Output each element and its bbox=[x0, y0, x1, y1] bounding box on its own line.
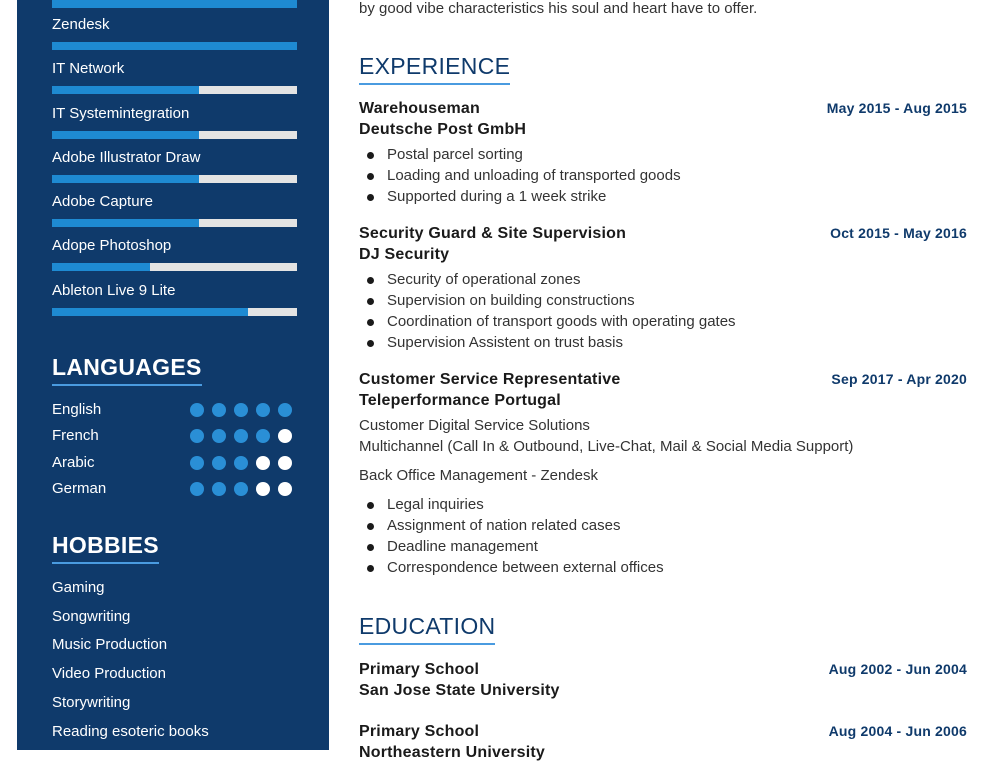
language-label: French bbox=[52, 427, 99, 444]
job-bullet: Coordination of transport goods with operating gates bbox=[387, 313, 736, 330]
skill-item bbox=[52, 60, 297, 78]
hobby-item: Reading esoteric books bbox=[52, 723, 209, 740]
skill-label: Ableton Live 9 Lite bbox=[52, 282, 176, 299]
rating-dot-filled bbox=[256, 403, 270, 417]
education-heading: EDUCATION bbox=[359, 612, 495, 645]
main-content bbox=[359, 0, 967, 761]
education-school: Primary School bbox=[359, 661, 480, 678]
rating-dot-filled bbox=[190, 482, 204, 496]
skill-label: Zendesk bbox=[52, 16, 110, 33]
hobby-item: Video Production bbox=[52, 665, 166, 682]
job-dates: Sep 2017 - Apr 2020 bbox=[831, 371, 967, 387]
hobby-item: Songwriting bbox=[52, 608, 131, 625]
skill-label: IT Network bbox=[52, 60, 125, 77]
skill-item bbox=[52, 149, 297, 167]
rating-dot-filled bbox=[212, 482, 226, 496]
skill-bar-fill bbox=[52, 42, 297, 50]
language-label: English bbox=[52, 401, 102, 418]
language-item bbox=[52, 479, 297, 499]
rating-dot-filled bbox=[190, 403, 204, 417]
skill-bar bbox=[52, 131, 297, 139]
skill-bar-fill bbox=[52, 219, 199, 227]
rating-dot-filled bbox=[234, 482, 248, 496]
skill-item bbox=[52, 105, 297, 123]
job-description-line: Customer Digital Service Solutions bbox=[359, 417, 590, 434]
job-bullet: Postal parcel sorting bbox=[387, 146, 523, 163]
education-dates: Aug 2004 - Jun 2006 bbox=[828, 723, 967, 739]
skill-bar bbox=[52, 42, 297, 50]
education-dates: Aug 2002 - Jun 2004 bbox=[828, 661, 967, 677]
job-bullet: Loading and unloading of transported goods bbox=[387, 167, 681, 184]
skill-bar-fill bbox=[52, 131, 199, 139]
skill-bar bbox=[52, 263, 297, 271]
skill-bar bbox=[52, 175, 297, 183]
languages-heading: LANGUAGES bbox=[52, 353, 202, 386]
job-bullet: Supported during a 1 week strike bbox=[387, 188, 607, 205]
sidebar bbox=[17, 0, 329, 750]
rating-dot-empty bbox=[278, 429, 292, 443]
rating-dot-filled bbox=[278, 403, 292, 417]
rating-dot-filled bbox=[212, 429, 226, 443]
rating-dot-filled bbox=[212, 403, 226, 417]
skill-item bbox=[52, 237, 297, 255]
skill-label: Adope Photoshop bbox=[52, 237, 172, 254]
skill-bar-fill bbox=[52, 263, 150, 271]
job-bullet: Supervision on building constructions bbox=[387, 292, 635, 309]
job-company: Deutsche Post GmbH bbox=[359, 121, 527, 138]
job-description-line: Multichannel (Call In & Outbound, Live-Chat, Mail & Social Media Support) bbox=[359, 438, 854, 455]
rating-dot-filled bbox=[190, 456, 204, 470]
skill-item bbox=[52, 193, 297, 211]
job-company: Teleperformance Portugal bbox=[359, 392, 561, 409]
job-bullet: Deadline management bbox=[387, 538, 538, 555]
job-bullet: Security of operational zones bbox=[387, 271, 581, 288]
rating-dot-filled bbox=[190, 429, 204, 443]
skill-label: Adobe Illustrator Draw bbox=[52, 149, 201, 166]
skill-item bbox=[52, 16, 297, 34]
job-dates: Oct 2015 - May 2016 bbox=[830, 225, 967, 241]
job-bullet: Correspondence between external offices bbox=[387, 559, 664, 576]
language-label: German bbox=[52, 480, 107, 497]
job-bullet: Supervision Assistent on trust basis bbox=[387, 334, 623, 351]
rating-dot-empty bbox=[278, 482, 292, 496]
hobby-item: Music Production bbox=[52, 636, 168, 653]
job-dates: May 2015 - Aug 2015 bbox=[826, 100, 967, 116]
language-item bbox=[52, 426, 297, 446]
rating-dot-filled bbox=[256, 429, 270, 443]
job-bullet: Legal inquiries bbox=[387, 496, 484, 513]
education-institution: San Jose State University bbox=[359, 682, 560, 699]
skill-bar bbox=[52, 219, 297, 227]
skill-bar-fill bbox=[52, 0, 297, 8]
rating-dot-filled bbox=[234, 429, 248, 443]
skill-label: IT Systemintegration bbox=[52, 105, 190, 122]
skill-bar bbox=[52, 308, 297, 316]
job-description-line: Back Office Management - Zendesk bbox=[359, 467, 599, 484]
skill-bar-fill bbox=[52, 86, 199, 94]
rating-dot-filled bbox=[234, 403, 248, 417]
job-bullet: Assignment of nation related cases bbox=[387, 517, 621, 534]
job-company: DJ Security bbox=[359, 246, 450, 263]
language-item bbox=[52, 400, 297, 420]
skill-label: Adobe Capture bbox=[52, 193, 153, 210]
job-title: Security Guard & Site Supervision bbox=[359, 225, 627, 242]
rating-dot-filled bbox=[234, 456, 248, 470]
skill-bar bbox=[52, 0, 297, 8]
skill-bar-fill bbox=[52, 175, 199, 183]
skill-bar-fill bbox=[52, 308, 248, 316]
job-title: Customer Service Representative bbox=[359, 371, 621, 388]
education-school: Primary School bbox=[359, 723, 480, 740]
education-institution: Northeastern University bbox=[359, 744, 545, 761]
rating-dot-empty bbox=[256, 456, 270, 470]
language-item bbox=[52, 453, 297, 473]
experience-heading: EXPERIENCE bbox=[359, 52, 510, 85]
rating-dot-empty bbox=[278, 456, 292, 470]
rating-dot-filled bbox=[212, 456, 226, 470]
hobby-item: Gaming bbox=[52, 579, 105, 596]
job-title: Warehouseman bbox=[359, 100, 480, 117]
rating-dot-empty bbox=[256, 482, 270, 496]
skill-bar bbox=[52, 86, 297, 94]
profile-summary-text: by good vibe characteristics his soul and heart have to offer. bbox=[359, 0, 758, 17]
skill-item bbox=[52, 282, 297, 300]
language-label: Arabic bbox=[52, 454, 95, 471]
hobbies-heading: HOBBIES bbox=[52, 531, 159, 564]
hobby-item: Storywriting bbox=[52, 694, 131, 711]
